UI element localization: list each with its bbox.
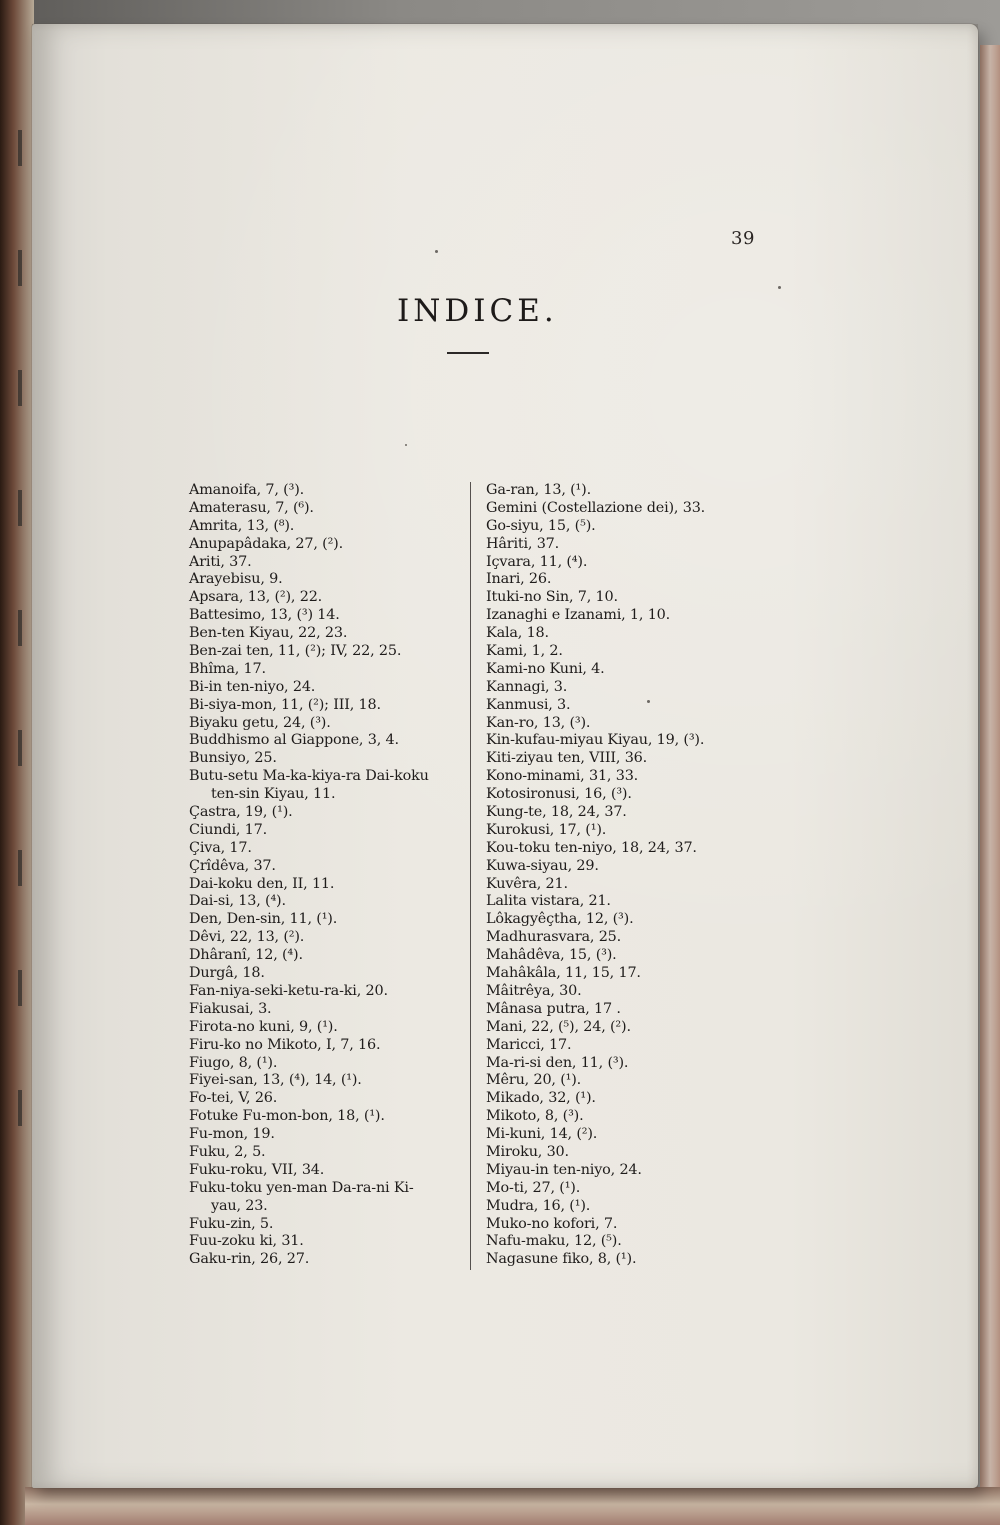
- index-entry: Dai-si, 13, (⁴).: [189, 893, 286, 910]
- index-entry: Buddhismo al Giappone, 3, 4.: [189, 732, 399, 749]
- index-entry: Muko-no kofori, 7.: [486, 1215, 618, 1232]
- book-page: [32, 24, 978, 1488]
- index-entry: Kung-te, 18, 24, 37.: [486, 804, 627, 821]
- index-entry: Firu-ko no Mikoto, I, 7, 16.: [189, 1036, 381, 1053]
- index-entry: Mahâkâla, 11, 15, 17.: [486, 965, 641, 982]
- index-entry: Bunsiyo, 25.: [189, 750, 277, 767]
- index-entry: Anupapâdaka, 27, (²).: [189, 535, 344, 552]
- index-entry: Mikado, 32, (¹).: [486, 1090, 596, 1107]
- index-entry: Madhurasvara, 25.: [486, 929, 622, 946]
- index-entry: Çrîdêva, 37.: [189, 857, 276, 874]
- index-entry: Miyau-in ten-niyo, 24.: [486, 1161, 642, 1178]
- index-entry: Go-siyu, 15, (⁵).: [486, 517, 596, 534]
- index-entry-continuation: ten-sin Kiyau, 11.: [211, 786, 336, 803]
- index-entry: Fan-niya-seki-ketu-ra-ki, 20.: [189, 982, 388, 999]
- index-entry: Fuku-zin, 5.: [189, 1215, 274, 1232]
- index-entry: Ariti, 37.: [189, 553, 252, 570]
- index-entry: Mâitrêya, 30.: [486, 982, 582, 999]
- index-entry: Fu-mon, 19.: [189, 1126, 275, 1143]
- index-entry: Kala, 18.: [486, 625, 549, 642]
- index-entry: Inari, 26.: [486, 571, 552, 588]
- index-entry: Fiugo, 8, (¹).: [189, 1054, 278, 1071]
- book-cover-edge-right: [980, 45, 1000, 1525]
- index-column-right: [486, 482, 786, 1269]
- index-entry: Fiyei-san, 13, (⁴), 14, (¹).: [189, 1072, 362, 1089]
- index-entry: Fuku-roku, VII, 34.: [189, 1161, 325, 1178]
- index-entry: Amaterasu, 7, (⁶).: [189, 499, 314, 516]
- index-entry: Battesimo, 13, (³) 14.: [189, 607, 340, 624]
- index-entry: Lalita vistara, 21.: [486, 893, 611, 910]
- index-entry: Fuu-zoku ki, 31.: [189, 1233, 304, 1250]
- index-entry: Bhîma, 17.: [189, 660, 266, 677]
- paper-speck: [647, 700, 650, 703]
- index-entry: Çastra, 19, (¹).: [189, 804, 293, 821]
- index-entry: Ma-ri-si den, 11, (³).: [486, 1054, 629, 1071]
- index-entry: Nafu-maku, 12, (⁵).: [486, 1233, 622, 1250]
- index-entry: Den, Den-sin, 11, (¹).: [189, 911, 338, 928]
- index-entry: Kami-no Kuni, 4.: [486, 660, 605, 677]
- index-entry: Kuwa-siyau, 29.: [486, 857, 599, 874]
- index-entry: Kin-kufau-miyau Kiyau, 19, (³).: [486, 732, 705, 749]
- column-divider: [470, 482, 471, 1270]
- index-entry: Fiakusai, 3.: [189, 1000, 272, 1017]
- index-entry: Kono-minami, 31, 33.: [486, 768, 639, 785]
- index-entry: Amrita, 13, (⁸).: [189, 517, 295, 534]
- index-entry: Gemini (Costellazione dei), 33.: [486, 499, 706, 516]
- index-column-left: [189, 482, 469, 1269]
- index-entry: Kanmusi, 3.: [486, 696, 571, 713]
- index-entry: Lôkagyêçtha, 12, (³).: [486, 911, 634, 928]
- index-entry: Kan-ro, 13, (³).: [486, 714, 591, 731]
- index-entry: Kannagi, 3.: [486, 678, 568, 695]
- index-entry: Kiti-ziyau ten, VIII, 36.: [486, 750, 648, 767]
- index-entry: Dhâranî, 12, (⁴).: [189, 947, 303, 964]
- index-entry: Ben-zai ten, 11, (²); IV, 22, 25.: [189, 643, 402, 660]
- page-title: INDICE.: [397, 293, 558, 329]
- index-entry: Kou-toku ten-niyo, 18, 24, 37.: [486, 839, 697, 856]
- index-entry: Butu-setu Ma-ka-kiya-ra Dai-koku: [189, 768, 429, 785]
- index-entry: Maricci, 17.: [486, 1036, 572, 1053]
- index-entry: Bi-siya-mon, 11, (²); III, 18.: [189, 696, 381, 713]
- index-entry: Çiva, 17.: [189, 839, 252, 856]
- index-entry: Fo-tei, V, 26.: [189, 1090, 278, 1107]
- index-entry: Ciundi, 17.: [189, 821, 268, 838]
- index-entry: Mani, 22, (⁵), 24, (²).: [486, 1018, 631, 1035]
- index-entry: Mahâdêva, 15, (³).: [486, 947, 617, 964]
- index-entry: Apsara, 13, (²), 22.: [189, 589, 323, 606]
- index-entry: Mêru, 20, (¹).: [486, 1072, 582, 1089]
- index-entry: Fuku, 2, 5.: [189, 1143, 266, 1160]
- page-number: 39: [731, 228, 755, 249]
- index-entry: Fotuke Fu-mon-bon, 18, (¹).: [189, 1108, 385, 1125]
- index-entry: Kuvêra, 21.: [486, 875, 568, 892]
- index-entry: Mudra, 16, (¹).: [486, 1197, 591, 1214]
- index-entry: Arayebisu, 9.: [189, 571, 283, 588]
- index-entry: Dêvi, 22, 13, (²).: [189, 929, 305, 946]
- book-spine-left: [0, 0, 34, 1525]
- index-entry: Mânasa putra, 17 .: [486, 1000, 621, 1017]
- index-entry: Bi-in ten-niyo, 24.: [189, 678, 316, 695]
- index-entry: Biyaku getu, 24, (³).: [189, 714, 331, 731]
- index-entry: Durgâ, 18.: [189, 965, 265, 982]
- index-entry: Mikoto, 8, (³).: [486, 1108, 584, 1125]
- index-entry: Amanoifa, 7, (³).: [189, 482, 305, 498]
- index-entry: Kami, 1, 2.: [486, 643, 563, 660]
- index-entry: Miroku, 30.: [486, 1143, 569, 1160]
- index-entry: Mo-ti, 27, (¹).: [486, 1179, 581, 1196]
- index-entry: Içvara, 11, (⁴).: [486, 553, 588, 570]
- index-entry: Hâriti, 37.: [486, 535, 560, 552]
- index-entry: Gaku-rin, 26, 27.: [189, 1251, 310, 1268]
- index-entry: Ga-ran, 13, (¹).: [486, 482, 591, 498]
- index-entry: Fuku-toku yen-man Da-ra-ni Ki-: [189, 1179, 414, 1196]
- index-entry: Izanaghi e Izanami, 1, 10.: [486, 607, 671, 624]
- index-entry: Kotosironusi, 16, (³).: [486, 786, 632, 803]
- paper-speck: [435, 250, 438, 253]
- paper-speck: [778, 286, 781, 289]
- index-entry: Ituki-no Sin, 7, 10.: [486, 589, 618, 606]
- index-entry: Dai-koku den, II, 11.: [189, 875, 335, 892]
- index-entry-continuation: yau, 23.: [211, 1197, 268, 1214]
- paper-speck: [405, 444, 407, 446]
- book-cover-edge-bottom: [25, 1487, 1000, 1525]
- index-entry: Kurokusi, 17, (¹).: [486, 821, 607, 838]
- index-entry: Mi-kuni, 14, (²).: [486, 1126, 598, 1143]
- index-entry: Nagasune fiko, 8, (¹).: [486, 1251, 637, 1268]
- title-rule: [447, 352, 489, 354]
- index-entry: Firota-no kuni, 9, (¹).: [189, 1018, 338, 1035]
- binding-stitch: [18, 130, 22, 1180]
- index-entry: Ben-ten Kiyau, 22, 23.: [189, 625, 348, 642]
